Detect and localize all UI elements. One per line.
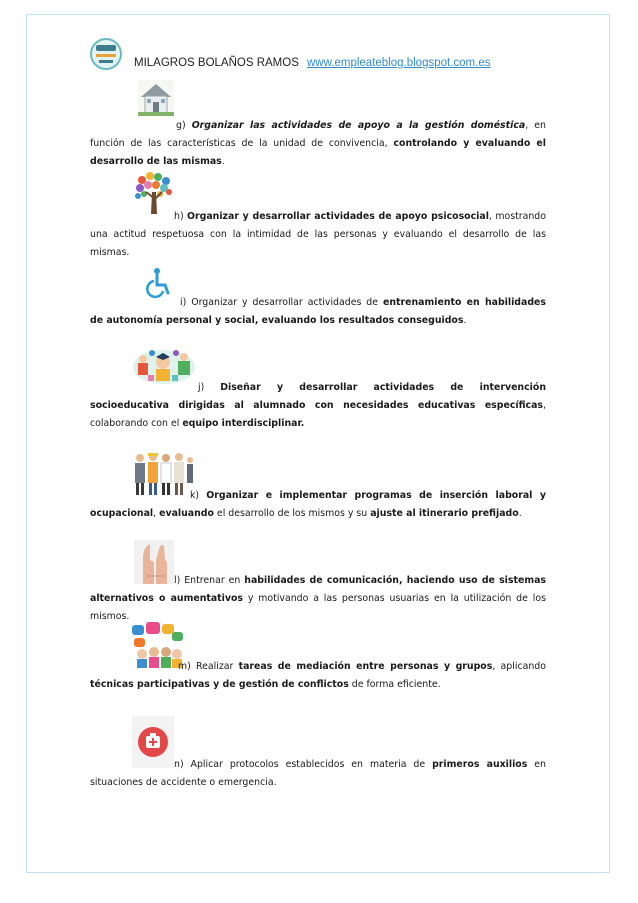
text-segment: el desarrollo de los mismos y su: [213, 508, 371, 519]
text-segment: tareas de mediación entre personas y grupos: [238, 661, 493, 672]
text-segment: y motivando a las personas usuarias en la utilización de los mismos.: [90, 593, 546, 622]
blog-logo-icon: [90, 38, 122, 70]
text-segment: ajuste al itinerario prefijado: [370, 508, 519, 519]
text-segment: controlando y evaluando el desarrollo de las mismas: [90, 138, 546, 167]
list-item-k: [90, 487, 546, 523]
list-item-i: [90, 294, 546, 330]
item-letter: n): [174, 759, 191, 770]
item-letter: k): [190, 490, 207, 501]
item-letter: g): [176, 120, 192, 131]
text-segment: Organizar y desarrollar actividades de apoyo psicosocial: [187, 211, 489, 222]
text-segment: , aplicando: [492, 661, 546, 672]
text-segment: entrenamiento en habilidades de autonomía personal y social, evaluando los resultados conseguidos: [90, 297, 546, 326]
list-item-h: [90, 208, 546, 262]
text-segment: , mostrando una actitud respetuosa con la intimidad de las personas y evaluando el desarrollo de las mismas.: [90, 211, 546, 258]
text-segment: equipo interdisciplinar.: [182, 418, 305, 429]
item-letter: i): [180, 297, 192, 308]
item-letter: j): [198, 382, 221, 393]
text-segment: Realizar: [196, 661, 239, 672]
list-item-l: [90, 572, 546, 626]
item-letter: l): [174, 575, 185, 586]
text-segment: Organizar e implementar programas de inserción laboral y ocupacional: [90, 490, 546, 519]
list-item-n: [90, 756, 546, 792]
list-item-m: [90, 658, 546, 694]
text-segment: .: [463, 315, 467, 326]
house-icon: [138, 80, 174, 116]
text-segment: .: [518, 508, 522, 519]
text-segment: , en función de las características de la unidad de convivencia,: [90, 120, 547, 149]
text-segment: técnicas participativas y de gestión de conflictos: [90, 679, 349, 690]
blog-link[interactable]: www.empleateblog.blogspot.com.es: [307, 57, 491, 69]
author-name: MILAGROS BOLAÑOS RAMOS: [134, 57, 299, 69]
text-segment: Organizar las actividades de apoyo a la gestión doméstica: [191, 120, 526, 131]
text-segment: evaluando: [159, 508, 214, 519]
item-letter: m): [178, 661, 197, 672]
list-item-j: [90, 379, 546, 433]
text-segment: en situaciones de accidente o emergencia.: [90, 759, 546, 788]
text-segment: primeros auxilios: [432, 759, 528, 770]
text-segment: Organizar y desarrollar actividades de: [191, 297, 383, 308]
text-segment: habilidades de comunicación, haciendo uso de sistemas alternativos o aumentativos: [90, 575, 546, 604]
list-item-g: [90, 117, 546, 171]
item-letter: h): [174, 211, 188, 222]
text-segment: Diseñar y desarrollar actividades de intervención socioeducativa dirigidas al alumnado con necesidades educativas específicas: [90, 382, 546, 411]
text-segment: Entrenar en: [184, 575, 245, 586]
text-segment: .: [221, 156, 225, 167]
text-segment: , colaborando con el: [90, 400, 546, 429]
text-segment: de forma eficiente.: [348, 679, 441, 690]
text-segment: Aplicar protocolos establecidos en materia de: [190, 759, 433, 770]
text-segment: ,: [153, 508, 160, 519]
